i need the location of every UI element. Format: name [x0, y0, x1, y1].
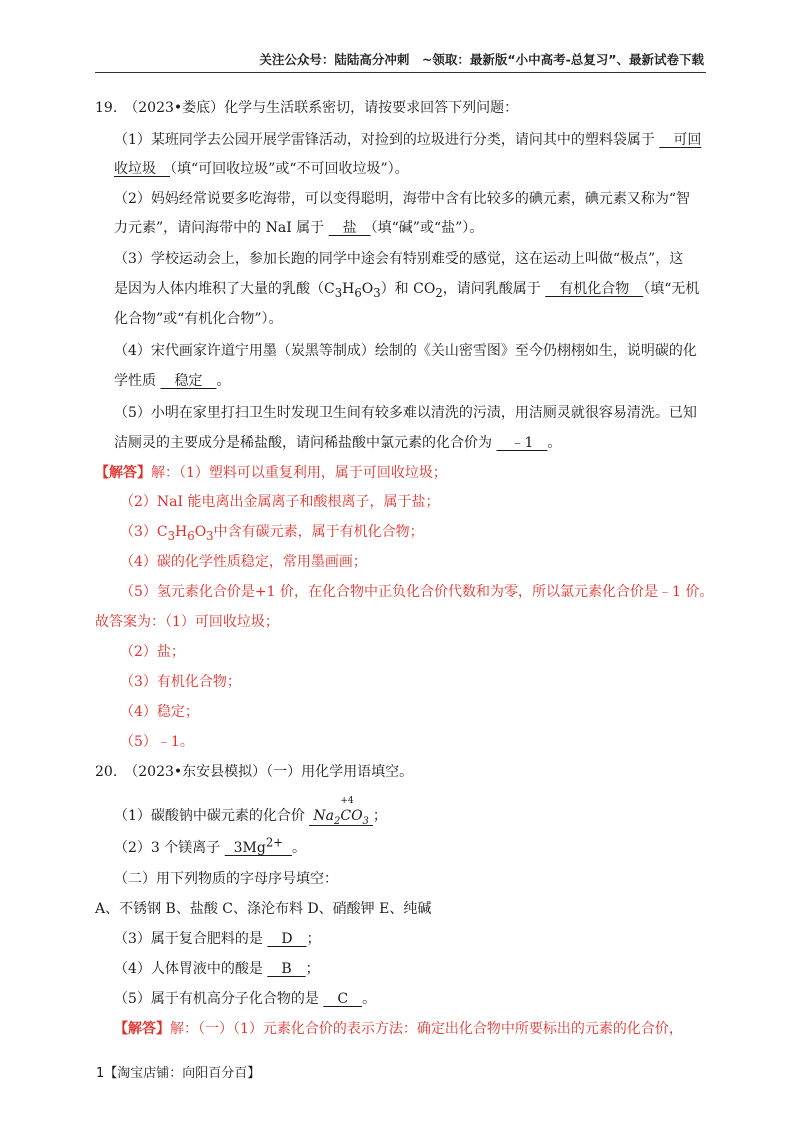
- subscript: 2: [435, 285, 443, 300]
- q19-part4-line2: [114, 371, 230, 391]
- ion-charge: 2+: [265, 835, 284, 850]
- element-symbol: O: [194, 524, 207, 540]
- q19-part2-line1: （2）妈妈经常说要多吃海带，可以变得聪明，海带中含有比较多的碘元素，碘元素又称为“智: [114, 191, 691, 207]
- q19-part4-end: 。: [216, 373, 231, 389]
- subscript: 3: [362, 815, 369, 827]
- q19-part2-line2: [114, 218, 483, 238]
- q19-solution-line5: （5）氢元素化合价是+1 价，在化合物中正负化合价代数和为零，所以氯元素化合价是﹣1 价。: [120, 584, 714, 600]
- page-footer: 1【淘宝店铺：向阳百分百】: [96, 1066, 261, 1081]
- q19-answer-5: （5）﹣1。: [120, 734, 194, 750]
- q19-part5-text: 洁厕灵的主要成分是稀盐酸，请问稀盐酸中氯元素的化合价为: [114, 435, 497, 451]
- q19-part4-answer: 稳定: [160, 373, 217, 389]
- solution-label: 【解答】: [114, 1021, 170, 1037]
- q19-part2-hint: （填“碱”或“盐”）。: [370, 220, 484, 236]
- carbon-symbol: [340, 796, 354, 824]
- q19-part3-text: 是因为人体内堆积了大量的乳酸（C: [114, 281, 335, 297]
- magnesium-ion: 3Mg: [233, 840, 266, 856]
- element-symbol: Na: [313, 808, 334, 824]
- q19-part3-line1: （3）学校运动会上，参加长跑的同学中途会有特别难受的感觉，这在运动上叫做“极点”，这: [114, 251, 684, 267]
- q20-part4-end: ；: [305, 961, 320, 977]
- q19-part5-answer: ﹣1: [496, 435, 548, 451]
- subscript: 3: [373, 285, 381, 300]
- q20-part5-end: 。: [362, 991, 377, 1007]
- q19-part1-text: （1）某班同学去公园开展学雷锋活动，对捡到的垃圾进行分类，请问其中的塑料袋属于: [114, 132, 660, 148]
- q19-part4-text: 学性质: [114, 373, 161, 389]
- q20-title: 20. （2023•东安县模拟）（一）用化学用语填空。: [95, 764, 414, 780]
- subscript: 3: [167, 528, 176, 543]
- q19-part5-line1: （5）小明在家里打扫卫生时发现卫生间有较多难以清洗的污渍，用洁厕灵就很容易清洗。已知: [114, 405, 697, 421]
- q19-part1-hint: （填“可回收垃圾”或“不可回收垃圾”）。: [170, 161, 409, 177]
- q19-answer-4: （4）稳定；: [120, 704, 199, 720]
- q19-part1-line1: [114, 130, 701, 150]
- oxidation-state: +4: [340, 796, 354, 806]
- q19-part3-answer: 有机化合物: [545, 281, 644, 297]
- header-divider: [95, 72, 706, 73]
- solution-label: 【解答】: [95, 465, 151, 481]
- q19-solution-line1: [95, 463, 447, 483]
- q19-answer-2: （2）盐；: [120, 644, 185, 660]
- q20-part3-answer: D: [267, 931, 307, 947]
- q19-solution-line4: （4）碳的化学性质稳定，常用墨画画；: [120, 554, 367, 570]
- q20-part2: [114, 835, 306, 858]
- sodium-carbonate-formula: [313, 796, 369, 827]
- q20-part1: [114, 796, 387, 827]
- element-symbol: O: [361, 281, 374, 297]
- element-symbol: O: [351, 808, 363, 824]
- q19-solution-line3: [120, 522, 424, 542]
- q20-part3-end: ；: [306, 931, 321, 947]
- q19-part3-hint: （填“无机: [643, 281, 700, 297]
- q20-part1-text: （1）碳酸钠中碳元素的化合价: [114, 808, 310, 824]
- q19-part3-line3: 化合物”或“有机化合物”）。: [114, 311, 283, 327]
- element-symbol: H: [342, 281, 355, 297]
- q19-part1-line2: [114, 159, 409, 179]
- q20-part5: [114, 989, 376, 1009]
- solution-text: 解：（一）（1）元素化合价的表示方法：确定出化合物中所要标出的元素的化合价，: [170, 1021, 683, 1037]
- subscript: 2: [333, 815, 341, 827]
- q19-part3-text: ，请问乳酸属于: [442, 281, 546, 297]
- q20-part-two-heading: （二）用下列物质的字母序号填空：: [114, 871, 338, 887]
- q19-answer-summary: 故答案为：（1）可回收垃圾；: [95, 614, 279, 630]
- q19-solution-line2: （2）NaI 能电离出金属离子和酸根离子，属于盐；: [120, 494, 440, 510]
- q20-part4-answer: B: [267, 961, 306, 977]
- q20-part2-end: 。: [291, 840, 306, 856]
- q20-part4-text: （4）人体胃液中的酸是: [114, 961, 268, 977]
- solution-text: 解：（1）塑料可以重复利用，属于可回收垃圾；: [151, 465, 447, 481]
- q20-part4: [114, 959, 320, 979]
- q20-part3: [114, 929, 321, 949]
- q19-title: 19. （2023•娄底）化学与生活联系密切，请按要求回答下列问题：: [95, 100, 519, 116]
- q20-part5-answer: C: [323, 991, 363, 1007]
- q19-part3-line2: [114, 279, 699, 299]
- q20-part1-answer: [309, 796, 373, 827]
- subscript: 3: [206, 528, 214, 543]
- q20-part1-end: ；: [372, 808, 387, 824]
- q20-solution-line1: [114, 1019, 683, 1039]
- q19-part1-answer-cont: 收垃圾: [114, 161, 170, 177]
- solution-text: （3）C: [120, 524, 168, 540]
- q19-answer-3: （3）有机化合物；: [120, 674, 241, 690]
- page-header: 关注公众号：陆陆高分冲刺 ~领取：最新版“小中高考-总复习”、最新试卷下载: [259, 52, 704, 67]
- q20-part2-answer: [225, 835, 292, 856]
- subscript: 6: [187, 528, 195, 543]
- q19-part2-answer: 盐: [328, 220, 371, 236]
- q19-part4-line1: （4）宋代画家许道宁用墨（炭黑等制成）绘制的《关山密雪图》至今仍栩栩如生，说明碳的化: [114, 343, 697, 359]
- subscript: 3: [334, 285, 343, 300]
- q19-part5-line2: [114, 433, 561, 453]
- q20-options: A、不锈钢 B、盐酸 C、涤沦布料 D、硝酸钾 E、纯碱: [95, 901, 432, 917]
- q20-part5-text: （5）属于有机高分子化合物的是: [114, 991, 324, 1007]
- q19-part5-end: 。: [547, 435, 562, 451]
- q20-part3-text: （3）属于复合肥料的是: [114, 931, 268, 947]
- element-symbol: C: [340, 808, 352, 824]
- q20-part2-text: （2）3 个镁离子: [114, 840, 225, 856]
- subscript: 6: [354, 285, 362, 300]
- solution-text: 中含有碳元素，属于有机化合物；: [213, 524, 424, 540]
- q19-part3-text: ）和 CO: [380, 281, 436, 297]
- element-symbol: H: [175, 524, 188, 540]
- q19-part1-answer: 可回: [659, 132, 702, 148]
- q19-part2-text: 力元素”，请问海带中的 NaI 属于: [114, 220, 329, 236]
